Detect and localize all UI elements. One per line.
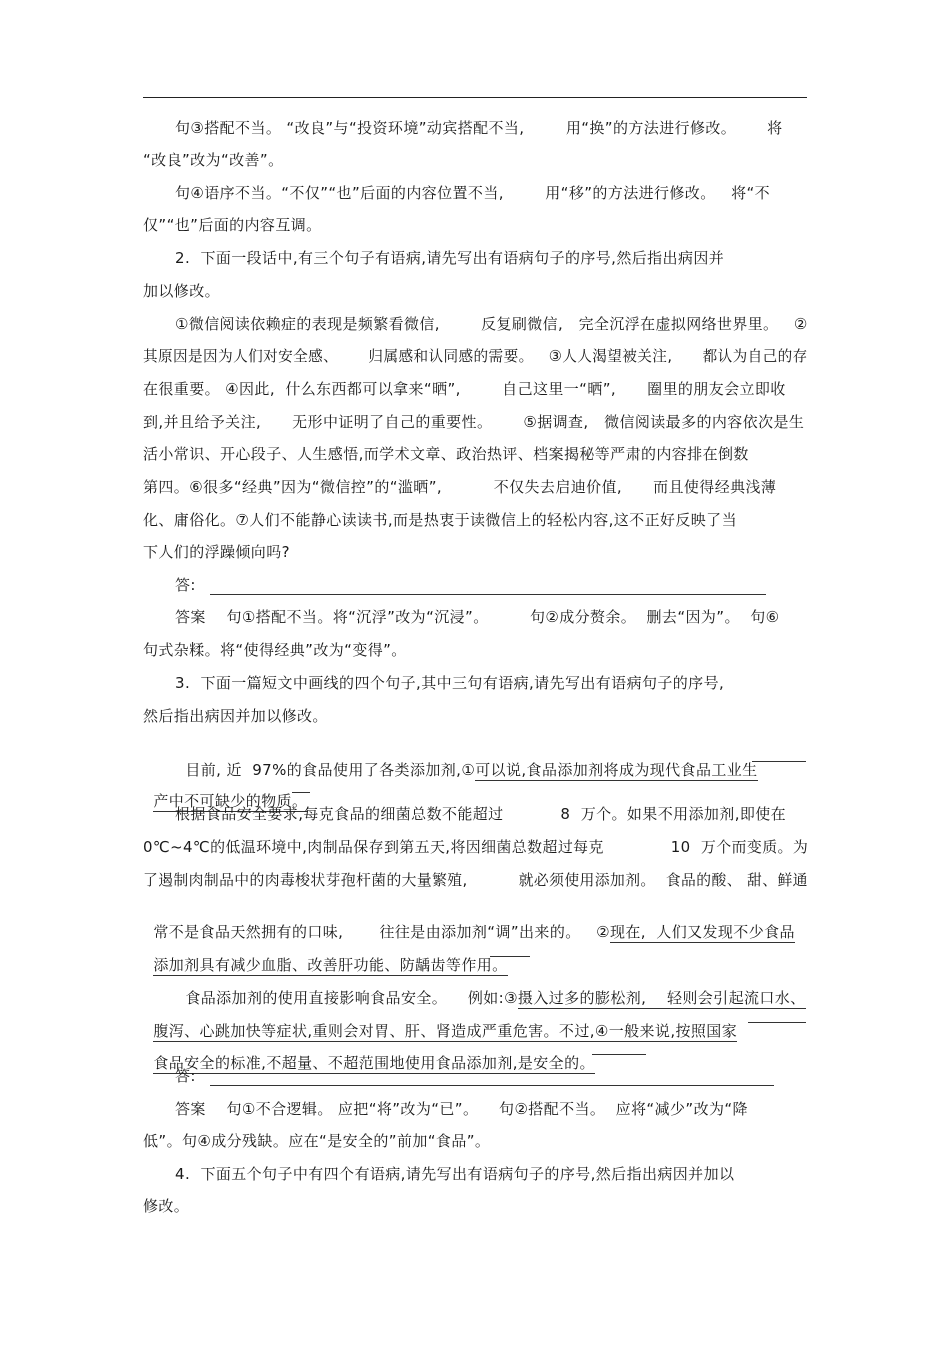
question-2-heading: 2. 下面一段话中,有三个句子有语病,请先写出有语病句子的序号,然后指出病因并 [175, 249, 725, 267]
underlined-sentence-4-cont: 食品安全的标准,不超量、不超范围地使用食品添加剂,是安全的。 [153, 1054, 595, 1072]
text-line: 化、庸俗化。⑦人们不能静心读读书,而是热衷于读微信上的轻松内容,这不正好反映了当 [143, 511, 737, 529]
underline-extension [752, 761, 806, 762]
underlined-sentence-1: 可以说,食品添加剂将成为现代食品工业生 [475, 761, 758, 779]
text-line [143, 1033, 595, 1072]
text-line: 答案 句①搭配不当。将“沉浮”改为“沉浸”。 句②成分赘余。 删去“因为”。 句⑥ [175, 608, 780, 626]
text-line: 加以修改。 [143, 282, 221, 300]
text-line [143, 935, 508, 974]
text-line: 仅”“也”后面的内容互调。 [143, 216, 322, 234]
header-rule [143, 97, 807, 98]
text-line [175, 968, 806, 1007]
text-line: 答案 句①不合逻辑。 应把“将”改为“已”。 句②搭配不当。 应将“减少”改为“降 [175, 1100, 748, 1118]
text-line: 句④语序不当。“不仅”“也”后面的内容位置不当, 用“移”的方法进行修改。 将“不 [175, 184, 771, 202]
text-line: 了遏制肉制品中的肉毒梭状芽孢杆菌的大量繁殖, 就必须使用添加剂。 食品的酸、 甜、鲜通 [143, 871, 808, 889]
underline-extension [748, 1022, 806, 1023]
text-line: 句式杂糅。将“使得经典”改为“变得”。 [143, 641, 407, 659]
text-line [175, 740, 758, 779]
text-line: 低”。句④成分残缺。应在“是安全的”前加“食品”。 [143, 1132, 491, 1150]
underline-extension [292, 792, 310, 793]
underlined-sentence-2-cont: 添加剂具有减少血脂、改善肝功能、防龋齿等作用。 [153, 956, 508, 974]
underline-extension [490, 956, 530, 957]
text-line: 第四。⑥很多“经典”因为“微信控”的“滥晒”, 不仅失去启迪价值, 而且使得经典浅薄 [143, 478, 777, 496]
text-line: 句③搭配不当。 “改良”与“投资环境”动宾搭配不当, 用“换”的方法进行修改。 将 [175, 119, 783, 137]
question-4-heading: 4. 下面五个句子中有四个有语病,请先写出有语病句子的序号,然后指出病因并加以 [175, 1165, 735, 1183]
text-segment: 食品添加剂的使用直接影响食品安全。 例如:③ [185, 989, 518, 1007]
text-line [143, 771, 308, 810]
text-line: 活小常识、开心段子、人生感悟,而学术文章、政治热评、档案揭秘等严肃的内容排在倒数 [143, 445, 749, 463]
text-line: 然后指出病因并加以修改。 [143, 707, 328, 725]
text-line: ①微信阅读依赖症的表现是频繁看微信, 反复刷微信, 完全沉浮在虚拟网络世界里。 ② [175, 315, 808, 333]
text-line: 修改。 [143, 1197, 190, 1215]
answer-label: 答: [175, 576, 196, 594]
text-line: 在很重要。 ④因此, 什么东西都可以拿来“晒”, 自己这里一“晒”, 圈里的朋友会立即收 [143, 380, 786, 398]
underlined-sentence-1-cont: 产中不可缺少的物质。 [153, 792, 308, 810]
underlined-sentence-3-4: 腹泻、心跳加快等症状,重则会对胃、肝、肾造成严重危害。不过,④一般来说,按照国家 [153, 1022, 738, 1040]
text-segment: 目前, 近 97%的食品使用了各类添加剂,① [185, 761, 476, 779]
answer-blank-line[interactable] [210, 1085, 774, 1086]
answer-label: 答: [175, 1067, 196, 1085]
text-line: 到,并且给予关注, 无形中证明了自己的重要性。 ⑤据调查, 微信阅读最多的内容依次是生 [143, 413, 805, 431]
text-line: “改良”改为“改善”。 [143, 151, 284, 169]
text-segment: 常不是食品天然拥有的口味, 往往是由添加剂“调”出来的。 ② [153, 923, 610, 941]
text-line: 根据食品安全要求,每克食品的细菌总数不能超过 8 万个。如果不用添加剂,即使在 [175, 805, 787, 823]
answer-blank-line[interactable] [210, 594, 766, 595]
underlined-sentence-3: 摄入过多的膨松剂, 轻则会引起流口水、 [517, 989, 806, 1007]
question-3-heading: 3. 下面一篇短文中画线的四个句子,其中三句有语病,请先写出有语病句子的序号, [175, 674, 725, 692]
text-line: 其原因是因为人们对安全感、 归属感和认同感的需要。 ③人人渴望被关注, 都认为自己的存 [143, 347, 808, 365]
underlined-sentence-2: 现在, 人们又发现不少食品 [609, 923, 795, 941]
text-line: 下人们的浮躁倾向吗? [143, 543, 290, 561]
underline-extension [592, 1054, 646, 1055]
text-line [143, 902, 795, 941]
text-line [143, 1001, 738, 1040]
text-line: 0℃~4℃的低温环境中,肉制品保存到第五天,将因细菌总数超过每克 10 万个而变质。为 [143, 838, 809, 856]
